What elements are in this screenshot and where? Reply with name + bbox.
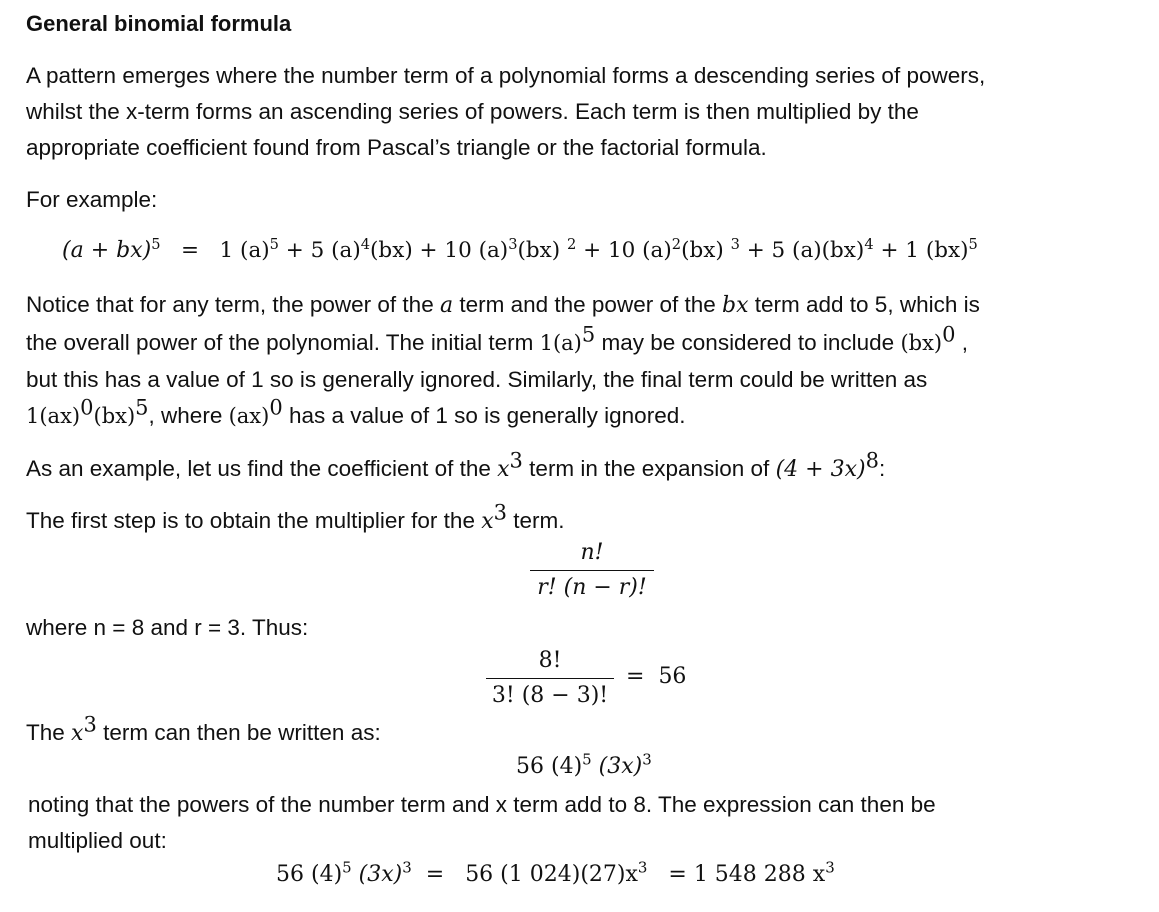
binomial-expansion-equation: (a + bx)$^5$ = 1 $(a)^5 + 5$ $(a)^4(bx) + 10$ $(a)^3(bx) ^2 + 10$ $(a)^2(bx) ^3 + 5$ (a)(bx)$^4$ + 1 (bx)$^5$ (62, 235, 978, 263)
intro-line-3: appropriate coefficient found from Pascal’s triangle or the factorial formula. (26, 135, 767, 160)
heading: General binomial formula (26, 11, 292, 36)
term-written-line: The $x^3$ term can then be written as: (26, 712, 381, 746)
factorial-calculation (486, 644, 614, 713)
notice-line-1: Notice that for any term, the power of the a term and the power of the bx term add to 5, which is (26, 292, 980, 318)
calc-denominator: 3! (8 − 3)! (491, 683, 609, 708)
where-line: where n = 8 and r = 3. Thus: (26, 615, 309, 640)
calc-numerator: 8! (538, 648, 562, 673)
factorial-formula (530, 536, 654, 605)
formula-numerator: n! (580, 540, 604, 565)
term-expression: 56 $(4)^5$ $(3x)^3$ (516, 750, 652, 779)
noting-line-1: noting that the powers of the number term and x term add to 8. The expression can then be (28, 792, 936, 817)
notice-line-2: the overall power of the polynomial. The initial term $1(a)^5$ may be considered to include (bx)$^0$ , (26, 322, 968, 355)
final-calculation: 56 $(4)^5$ $(3x)^3$ = 56 (1 $024)(27)x^3$ = 1 548 288 $x^3$ (276, 858, 835, 887)
formula-denominator: r! (n − r)! (537, 575, 647, 600)
for-example-label: For example: (26, 187, 158, 212)
notice-line-3: but this has a value of 1 so is generally ignored. Similarly, the final term could be written as (26, 367, 928, 392)
intro-line-1: A pattern emerges where the number term of a polynomial forms a descending series of powers, (26, 63, 986, 88)
noting-line-2: multiplied out: (28, 828, 167, 853)
notice-line-4: 1(ax)$^0$(bx)$^5$, where (ax)$^0$ has a value of 1 so is generally ignored. (26, 395, 686, 428)
intro-line-2: whilst the x-term forms an ascending series of powers. Each term is then multiplied by the (26, 99, 919, 124)
calc-result: = 56 (626, 664, 687, 689)
example-line: As an example, let us find the coefficient of the $x^3$ term in the expansion of $(4 + 3x)^8$: (26, 448, 886, 482)
first-step-line: The first step is to obtain the multiplier for the $x^3$ term. (26, 500, 565, 534)
